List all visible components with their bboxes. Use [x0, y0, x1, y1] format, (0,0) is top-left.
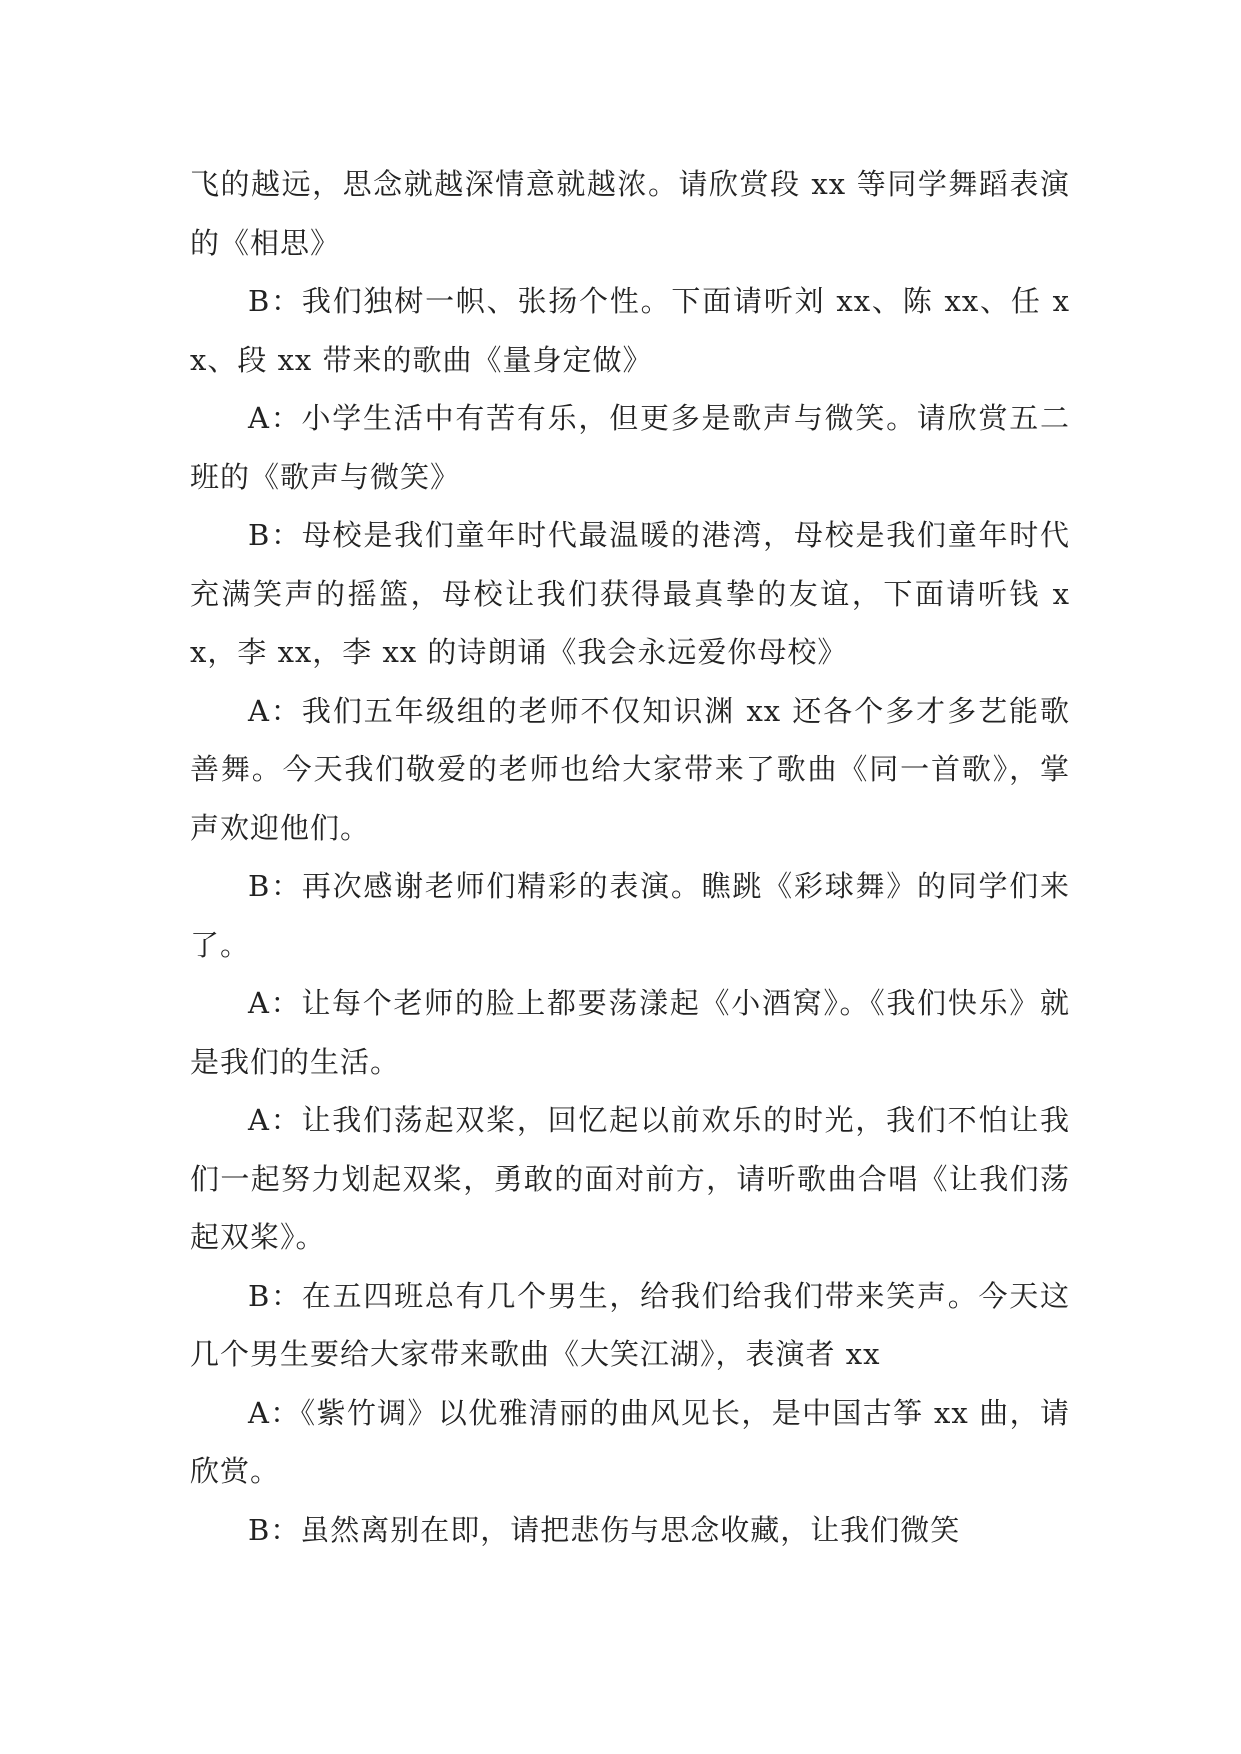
paragraph-10: A：《紫竹调》以优雅清丽的曲风见长，是中国古筝 xx 曲，请欣赏。 — [190, 1395, 1070, 1488]
paragraph-8: A：让我们荡起双桨，回忆起以前欢乐的时光，我们不怕让我们一起努力划起双桨，勇敢的面对前方，请听歌曲合唱《让我们荡起双桨》。 — [190, 1103, 1070, 1254]
paragraph-9: B：在五四班总有几个男生，给我们给我们带来笑声。今天这几个男生要给大家带来歌曲《大笑江湖》，表演者 xx — [190, 1278, 1070, 1371]
paragraph-4: B：母校是我们童年时代最温暖的港湾，母校是我们童年时代充满笑声的摇篮，母校让我们获得最真挚的友谊，下面请听钱 xx，李 xx，李 xx 的诗朗诵《我会永远爱你母校》 — [190, 518, 1070, 669]
paragraph-3: A：小学生活中有苦有乐，但更多是歌声与微笑。请欣赏五二班的《歌声与微笑》 — [190, 401, 1070, 494]
document-body — [190, 155, 1070, 1559]
paragraph-11: B：虽然离别在即，请把悲伤与思念收藏，让我们微笑 — [248, 1512, 961, 1547]
paragraph-1: 飞的越远，思念就越深情意就越浓。请欣赏段 xx 等同学舞蹈表演的《相思》 — [190, 167, 1070, 260]
paragraph-5: A：我们五年级组的老师不仅知识渊 xx 还各个多才多艺能歌善舞。今天我们敬爱的老师也给大家带来了歌曲《同一首歌》，掌声欢迎他们。 — [190, 693, 1070, 845]
paragraph-7: A：让每个老师的脸上都要荡漾起《小酒窝》。《我们快乐》就是我们的生活。 — [190, 986, 1070, 1079]
paragraph-6: B：再次感谢老师们精彩的表演。瞧跳《彩球舞》的同学们来了。 — [190, 869, 1070, 962]
paragraph-2: B：我们独树一帜、张扬个性。下面请听刘 xx、陈 xx、任 xx、段 xx 带来的歌曲《量身定做》 — [190, 284, 1070, 377]
